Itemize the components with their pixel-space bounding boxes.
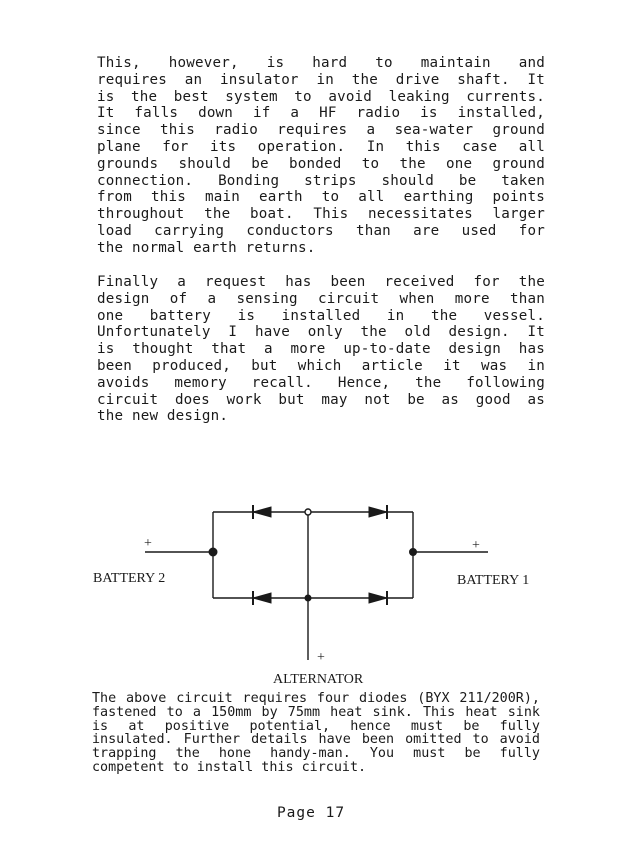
- text-line: requires an insulator in the drive shaft. It: [97, 71, 545, 88]
- text-line: the normal earth returns.: [97, 239, 316, 256]
- text-line: one battery is installed in the vessel.: [97, 307, 545, 324]
- junction-dot-left: [209, 548, 217, 556]
- text-line: load carrying conductors than are used for: [97, 222, 545, 239]
- text-line: plane for its operation. In this case all: [97, 138, 545, 155]
- text-line: The above circuit requires four diodes (BYX 211/200R),: [92, 691, 540, 706]
- text-line: insulated. Further details have been omitted to avoid: [92, 732, 540, 748]
- diode-bottom-left: [253, 591, 271, 605]
- text-line: competent to install this circuit.: [92, 759, 367, 775]
- text-line: Finally a request has been received for the: [97, 274, 545, 290]
- text-line: Unfortunately I have only the old design. It: [97, 324, 545, 341]
- battery-isolator-circuit-diagram: [0, 480, 622, 690]
- alternator-plus-sign: +: [317, 650, 325, 665]
- battery-1-label: BATTERY 1: [457, 573, 530, 588]
- junction-dot-right: [410, 549, 417, 556]
- text-line: from this main earth to all earthing points: [97, 189, 545, 206]
- text-line: the new design.: [97, 408, 229, 425]
- alternator-label: ALTERNATOR: [273, 672, 364, 687]
- junction-dot-top: [305, 509, 311, 515]
- text-line: It falls down if a HF radio is installed,: [97, 105, 545, 122]
- text-line: connection. Bonding strips should be taken: [97, 172, 545, 189]
- text-line: throughout the boat. This necessitates larger: [97, 206, 545, 223]
- diode-top-left: [253, 505, 271, 519]
- text-line: trapping the hone handy-man. You must be fully: [92, 746, 540, 762]
- text-line: is at positive potential, hence must be fully: [92, 718, 540, 734]
- text-line: design of a sensing circuit when more than: [97, 290, 545, 307]
- page-number: Page 17: [276, 805, 346, 821]
- diode-top-right: [369, 505, 387, 519]
- text-line: grounds should be bonded to the one ground: [97, 155, 545, 172]
- text-line: fastened to a 150mm by 75mm heat sink. This heat sink: [92, 704, 540, 720]
- paragraph-2: [97, 274, 545, 425]
- paragraph-1: [97, 55, 545, 257]
- text-line: been produced, but which article it was in: [97, 357, 545, 374]
- text-line: since this radio requires a sea-water ground: [97, 122, 545, 139]
- text-line: is thought that a more up-to-date design has: [97, 341, 545, 358]
- battery-1-plus-sign: +: [472, 538, 480, 553]
- junction-dot-bottom: [305, 595, 311, 601]
- paragraph-3: [92, 692, 540, 775]
- text-line: is the best system to avoid leaking currents.: [97, 88, 545, 105]
- battery-2-plus-sign: +: [144, 536, 152, 551]
- diode-bottom-right: [369, 591, 387, 605]
- text-line: avoids memory recall. Hence, the following: [97, 374, 545, 391]
- text-line: This, however, is hard to maintain and: [97, 55, 545, 71]
- text-line: circuit does work but may not be as good as: [97, 391, 545, 408]
- battery-2-label: BATTERY 2: [93, 571, 166, 586]
